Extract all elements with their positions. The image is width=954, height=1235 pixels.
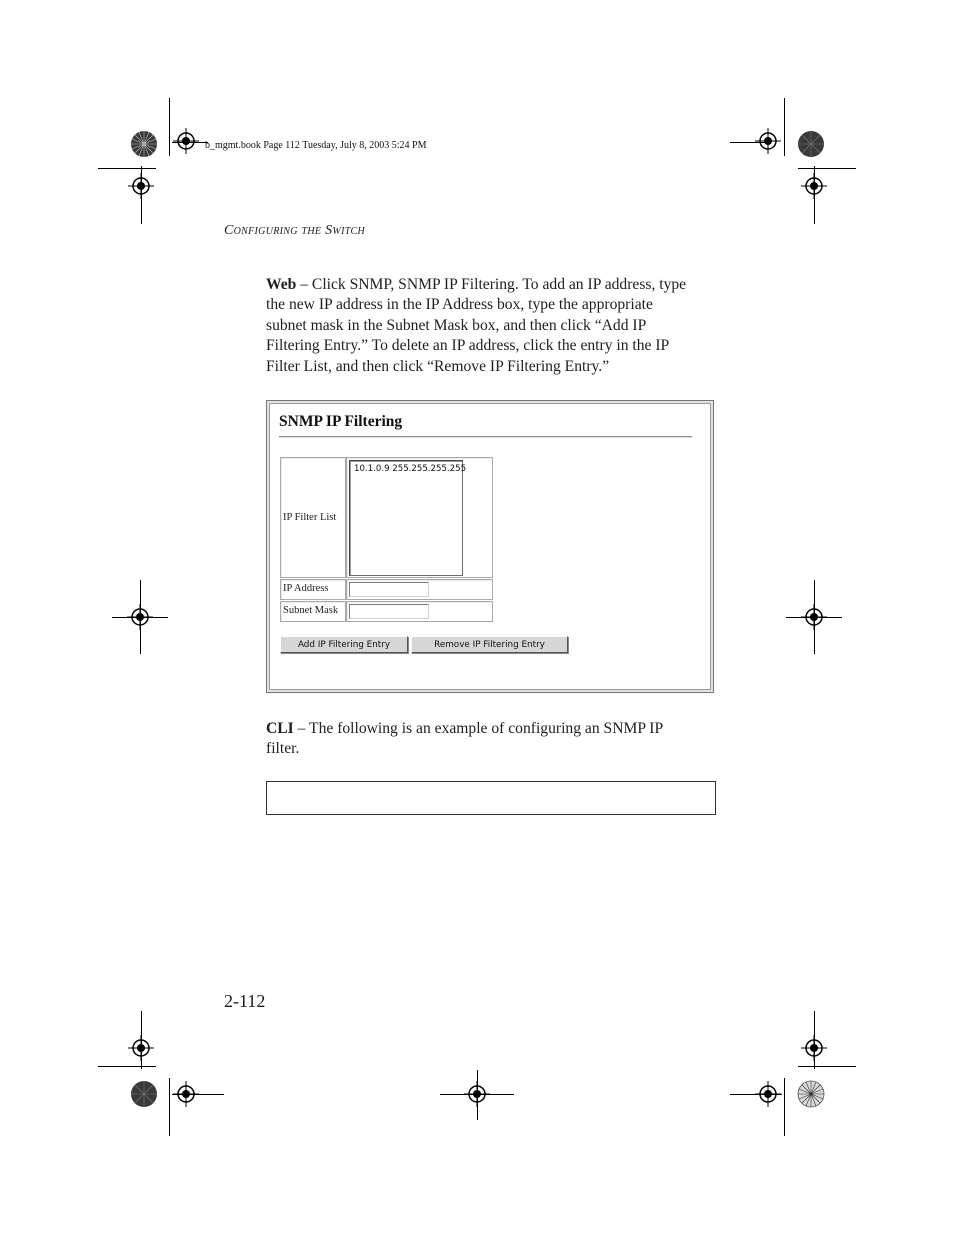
subnet-mask-input[interactable] [349,604,429,619]
subnet-mask-label-cell [280,601,346,622]
registration-mark-icon [755,1081,781,1107]
registration-mark-icon [127,604,153,630]
registration-mark-icon [464,1081,490,1107]
starburst-mark-icon [130,130,158,158]
registration-mark-icon [128,1035,154,1061]
ip-filter-listbox[interactable] [349,460,467,576]
filter-list-cell [346,457,493,578]
ip-address-input[interactable] [349,582,429,597]
web-lead: Web [266,276,297,293]
web-line: the new IP address in the IP Address box, type the appropriate [266,296,653,314]
registration-mark-icon [173,128,199,154]
panel-title: SNMP IP Filtering [279,413,403,430]
title-divider [279,436,692,438]
filter-list-label-cell [280,457,346,578]
registration-mark-icon [801,604,827,630]
web-paragraph [266,275,716,377]
cli-example-box [266,781,716,815]
add-ip-filtering-entry-button[interactable]: Add IP Filtering Entry [280,636,408,653]
subnet-mask-label: Subnet Mask [283,605,339,616]
web-line: subnet mask in the Subnet Mask box, and then click “Add IP [266,316,647,334]
ip-address-cell [346,579,493,600]
registration-mark-icon [128,173,154,199]
subnet-mask-cell [346,601,493,622]
ip-address-label: IP Address [283,583,329,594]
filter-list-item[interactable]: 10.1.0.9 255.255.255.255 [354,464,467,474]
cli-lead: CLI [266,720,294,737]
web-line: Filtering Entry.” To delete an IP address, click the entry in the IP [266,337,670,355]
remove-ip-filtering-entry-button[interactable]: Remove IP Filtering Entry [411,636,568,653]
web-line: Filter List, and then click “Remove IP Filtering Entry.” [266,357,610,375]
cli-line: – The following is an example of configuring an SNMP IP [293,720,664,737]
running-head: Configuring the Switch [224,223,366,238]
slug-line: b_mgmt.book Page 112 Tuesday, July 8, 2003 5:24 PM [205,140,427,151]
registration-mark-icon [173,1081,199,1107]
cli-line: filter. [266,740,300,758]
registration-mark-icon [801,1035,827,1061]
cli-paragraph [266,719,716,760]
page-number: 2-112 [224,991,266,1011]
starburst-mark-icon [130,1080,158,1108]
starburst-mark-icon [797,130,825,158]
filter-list-label: IP Filter List [283,512,337,523]
starburst-mark-icon [797,1080,825,1108]
web-line: – Click SNMP, SNMP IP Filtering. To add an IP address, type [296,276,687,293]
registration-mark-icon [801,173,827,199]
registration-mark-icon [755,128,781,154]
ip-address-label-cell [280,579,346,600]
